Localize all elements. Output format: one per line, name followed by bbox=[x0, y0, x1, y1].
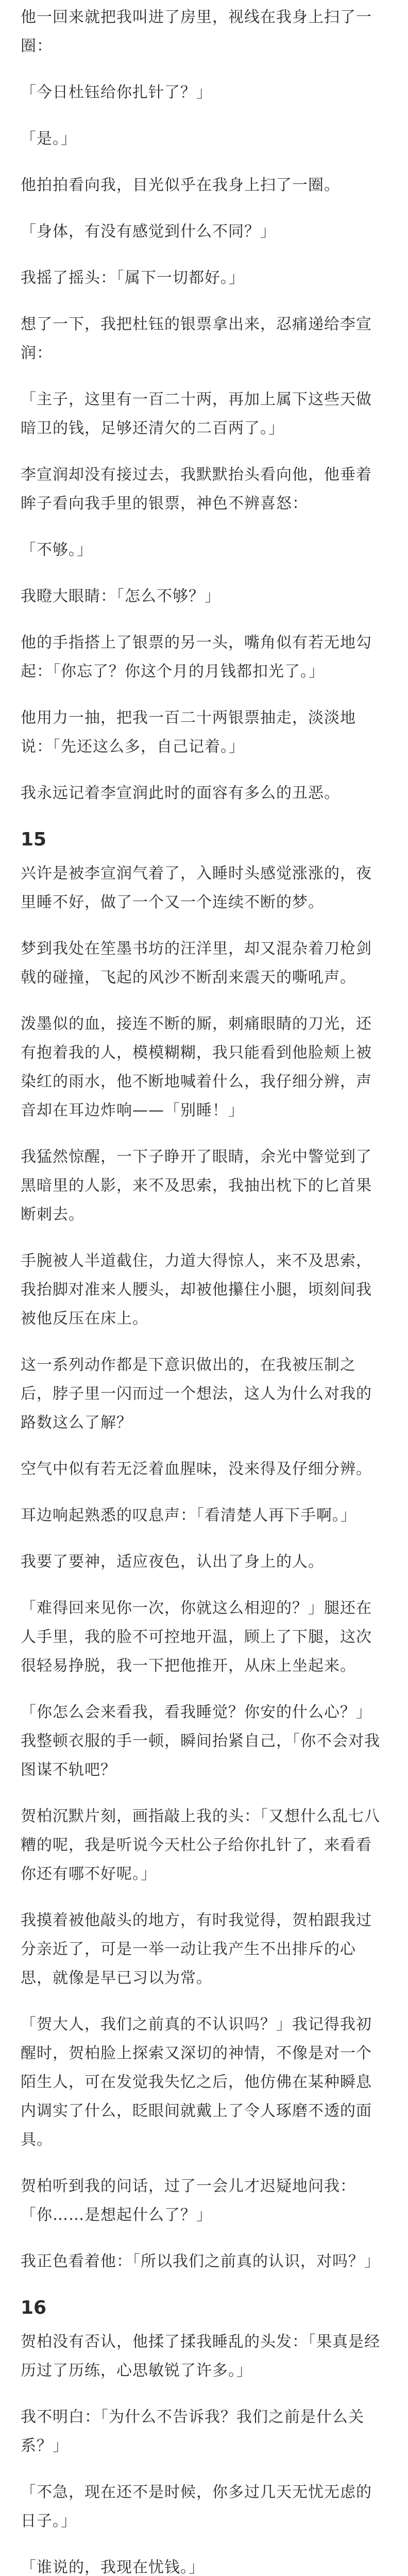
paragraph: 「谁说的，我现在忧钱。」 bbox=[21, 2558, 205, 2576]
paragraph: 「今日杜钰给你扎针了？」 bbox=[21, 83, 212, 101]
paragraph: 贺柏没有否认，他揉了揉我睡乱的头发：「果真是经历过了历练，心思敏锐了许多。」 bbox=[21, 2333, 380, 2380]
paragraph: 我正色看着他：「所以我们之前真的认识，对吗？」 bbox=[21, 2252, 380, 2270]
paragraph: 我摸着被他敲头的地方，有时我觉得，贺柏跟我过分亲近了，可是一举一动让我产生不出排斥的心思，就像是早已习以为常。 bbox=[21, 1911, 372, 1987]
paragraph: 手腕被人半道截住，力道大得惊人，来不及思索，我抬脚对准来人腰头，却被他攥住小腿，顷刻间我被他反压在床上。 bbox=[21, 1252, 372, 1328]
paragraph: 「主子，这里有一百二十两，再加上属下这些天做暗卫的钱，足够还清欠的二百两了。」 bbox=[21, 391, 372, 437]
paragraph: 我瞪大眼睛：「怎么不够？」 bbox=[21, 587, 220, 605]
paragraph: 「你怎么会来看我，看我睡觉？你安的什么心？」我整顿衣服的手一顿，瞬间抬紧自己，「你不会对我图谋不轨吧？ bbox=[21, 1703, 380, 1779]
paragraph: 泼墨似的血，接连不断的厮，刺痛眼睛的刀光，还有抱着我的人，模模糊糊，我只能看到他脸颊上被染红的雨水，他不断地喊着什么，我仔细分辨，声音却在耳边炸响——「别睡！」 bbox=[21, 1015, 372, 1120]
paragraph: 贺柏听到我的问话，过了一会儿才迟疑地问我：「你……是想起什么了？」 bbox=[21, 2177, 356, 2224]
chapter-heading: 15 bbox=[21, 829, 47, 850]
paragraph: 空气中似有若无泛着血腥味，没来得及仔细分辨。 bbox=[21, 1460, 372, 1478]
paragraph: 梦到我处在笙墨书坊的汪洋里，却又混杂着刀枪剑戟的碰撞，飞起的风沙不断刮来震天的嘶吼声。 bbox=[21, 940, 372, 987]
chapter-heading: 16 bbox=[21, 2297, 47, 2318]
paragraph: 「难得回来见你一次，你就这么相迎的？」腿还在人手里，我的脸不可控地开温，顾上了下腿，这次很轻易挣脱，我一下把他推开，从床上坐起来。 bbox=[21, 1599, 372, 1675]
paragraph: 我不明白：「为什么不告诉我？我们之前是什么关系？」 bbox=[21, 2408, 364, 2455]
paragraph: 他一回来就把我叫进了房里，视线在我身上扫了一圈： bbox=[21, 8, 372, 55]
paragraph: 耳边响起熟悉的叹息声：「看清楚人再下手啊。」 bbox=[21, 1506, 356, 1524]
paragraph: 「不急，现在还不是时候，你多过几天无忧无虑的日子。」 bbox=[21, 2483, 372, 2530]
paragraph: 李宣润却没有接过去，我默默抬头看向他，他垂着眸子看向我手里的银票，神色不辨喜怒： bbox=[21, 466, 372, 513]
paragraph: 「贺大人，我们之前真的不认识吗？」我记得我初醒时，贺柏脸上探索又深切的神情，不像是对一个陌生人，可在发觉我失忆之后，他仿佛在某种瞬息内调实了什么，眨眼间就戴上了令人琢磨不透的面具。 bbox=[21, 2015, 372, 2149]
paragraph: 他的手指搭上了银票的另一头，嘴角似有若无地勾起：「你忘了？你这个月的月钱都扣光了。」 bbox=[21, 634, 372, 681]
paragraph: 他拍拍看向我，目光似乎在我身上扫了一圈。 bbox=[21, 176, 340, 194]
paragraph: 「是。」 bbox=[21, 130, 77, 148]
paragraph: 贺柏沉默片刻，画指敲上我的头：「又想什么乱七八糟的呢，我是听说今天杜公子给你扎针了，来看看你还有哪不好呢。」 bbox=[21, 1807, 380, 1883]
paragraph: 兴许是被李宣润气着了，入睡时头感觉涨涨的，夜里睡不好，做了一个又一个连续不断的梦。 bbox=[21, 865, 372, 911]
paragraph: 我猛然惊醒，一下子睁开了眼睛，余光中警觉到了黑暗里的人影，来不及思索，我抽出枕下的匕首果断刺去。 bbox=[21, 1148, 372, 1224]
paragraph: 我要了要神，适应夜色，认出了身上的人。 bbox=[21, 1553, 324, 1571]
paragraph: 「不够。」 bbox=[21, 541, 93, 559]
paragraph: 「身体，有没有感觉到什么不同？」 bbox=[21, 223, 276, 241]
paragraph: 我摇了摇头：「属下一切都好。」 bbox=[21, 269, 245, 287]
paragraph: 这一系列动作都是下意识做出的，在我被压制之后，脖子里一闪而过一个想法，这人为什么对我的路数这么了解？ bbox=[21, 1356, 372, 1432]
paragraph: 我永远记着李宣润此时的面容有多么的丑恶。 bbox=[21, 784, 340, 802]
paragraph: 他用力一抽，把我一百二十两银票抽走，淡淡地说：「先还这么多，自己记着。」 bbox=[21, 709, 356, 756]
paragraph: 想了一下，我把杜钰的银票拿出来，忍痛递给李宣润： bbox=[21, 315, 372, 362]
